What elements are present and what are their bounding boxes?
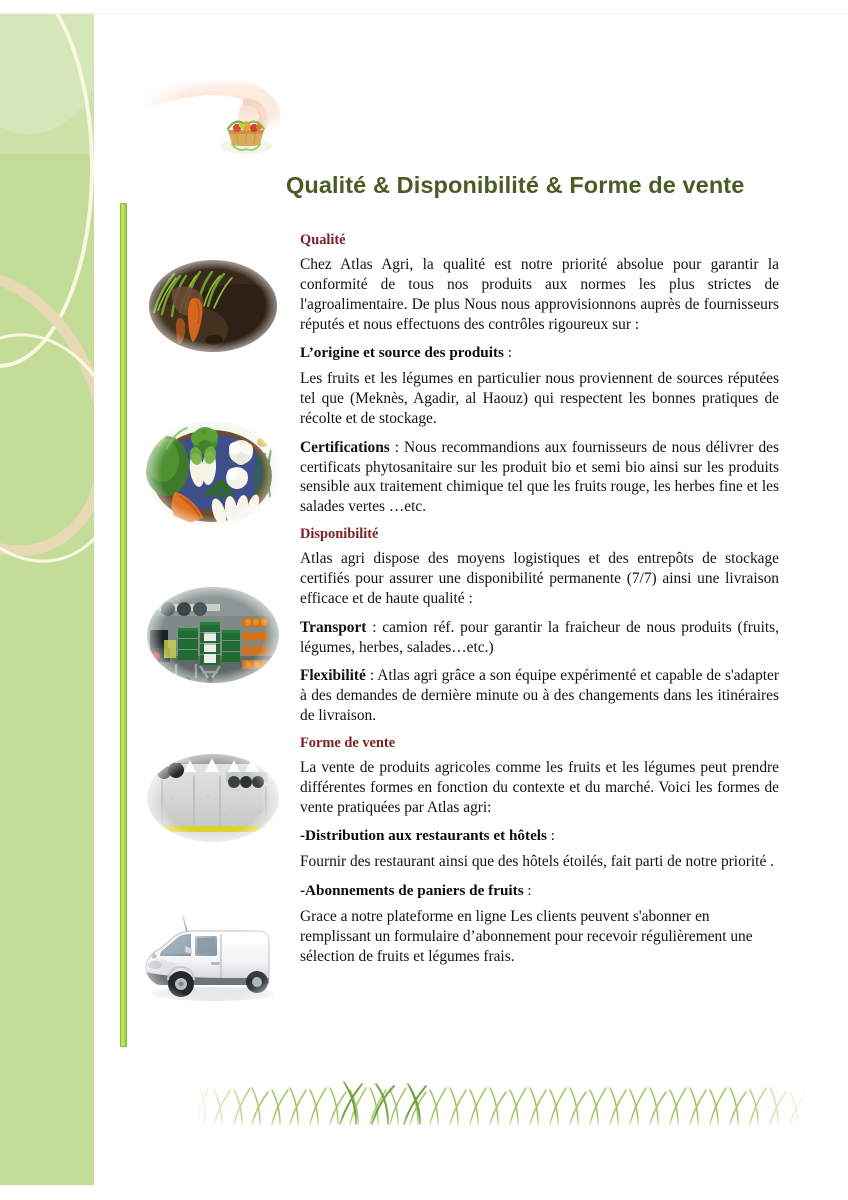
lead-abonnements-bold: -Abonnements de paniers de fruits (300, 882, 524, 900)
paragraph-certifications (300, 438, 779, 517)
lead-distribution (300, 826, 779, 845)
inline-bold-flexibilite: Flexibilité (300, 667, 366, 685)
inline-bold-certifications: Certifications (300, 438, 390, 456)
paragraph-flexibilite (300, 666, 779, 725)
paragraph-abonnements: Grace a notre plateforme en ligne Les clients peuvent s'abonner en remplissant un formulaire d’abonnement pour recevoir régulièrement une sélection de fruits et légumes frais. (300, 908, 753, 965)
paragraph-disponibilite: Atlas agri dispose des moyens logistiques et des entrepôts de stockage certifiés pour assurer une disponibilité permanente (7/7) ainsi une livraison efficace et de haute qualité : (300, 550, 779, 607)
main-content (300, 232, 779, 967)
hero-illustration (128, 62, 318, 162)
lead-origine (300, 343, 779, 362)
cold-storage-warehouse-photo (142, 582, 284, 688)
grass-decoration (190, 1072, 810, 1134)
paragraph-forme-de-vente: La vente de produits agricoles comme les fruits et les légumes peut prendre différentes formes en fonction du contexte et du marché. Voici les formes de vente pratiquées par Atlas agri: (300, 758, 779, 816)
inline-text-transport: : camion réf. pour garantir la fraicheur de nous produits (fruits, légumes, herbes, salades…etc.) (300, 618, 779, 656)
inline-bold-transport: Transport (300, 618, 367, 636)
lead-abonnements (300, 881, 779, 900)
green-accent-bar (120, 203, 127, 1047)
cold-room-image (142, 746, 284, 850)
cold-storage-warehouse-image (142, 582, 284, 688)
section-heading-qualite: Qualité (300, 232, 346, 248)
section-heading-forme-de-vente: Forme de vente (300, 734, 396, 751)
lead-distribution-bold: -Distribution aux restaurants et hôtels (300, 827, 547, 845)
paragraph-origine: Les fruits et les légumes en particulier nous proviennent de sources réputées tel que (Meknès, Agadir, al Haouz) qui respectent les bonnes pratiques de récolte et de stockage. (300, 370, 779, 428)
paragraph-distribution: Fournir des restaurant ainsi que des hôtels étoilés, fait parti de notre priorité . (300, 853, 774, 871)
section-heading-disponibilite: Disponibilité (300, 526, 379, 543)
delivery-van-image (133, 908, 275, 1012)
delivery-van-photo (133, 908, 275, 1012)
inline-text-flexibilite: : Atlas agri grâce a son équipe expérimenté et capable de s'adapter à des demandes de dernière minute ou à des changements dans les itinéraires de livraison. (300, 667, 779, 724)
lead-origine-bold: L’origine et source des produits (300, 344, 504, 362)
carrot-harvest-image (142, 256, 284, 356)
lead-abonnements-colon: : (523, 882, 532, 900)
mixed-vegetables-photo (141, 414, 283, 532)
mixed-vegetables-image (141, 414, 283, 532)
decorative-sidebar (0, 14, 94, 1185)
inline-text-certifications: : Nous recommandions aux fournisseurs de nous délivrer des certificats phytosanitaire sur les produit bio et semi bio ainsi sur les produits sensible aux traitement chimique tel que les fruits rouge, les herbes fine et les salades vertes …etc. (300, 438, 779, 516)
lead-distribution-colon: : (546, 827, 555, 845)
lead-origine-colon: : (503, 344, 512, 362)
paragraph-transport (300, 618, 779, 658)
paragraph-qualite: Chez Atlas Agri, la qualité est notre priorité absolue pour garantir la conformité de tous nos produits aux normes les plus strictes de l'agroalimentaire. De plus Nous nous approvisionnons auprès de fournisseurs réputés et nous effectuons des contrôles rigoureux sur : (300, 256, 779, 333)
carrot-harvest-photo (142, 256, 284, 356)
page-title: Qualité & Disponibilité & Forme de vente (286, 172, 745, 198)
cold-room-photo (142, 746, 284, 850)
grass-strip-icon (190, 1072, 810, 1134)
top-hairline-rule (0, 13, 848, 14)
hand-picking-fruit-basket-icon (128, 62, 318, 162)
